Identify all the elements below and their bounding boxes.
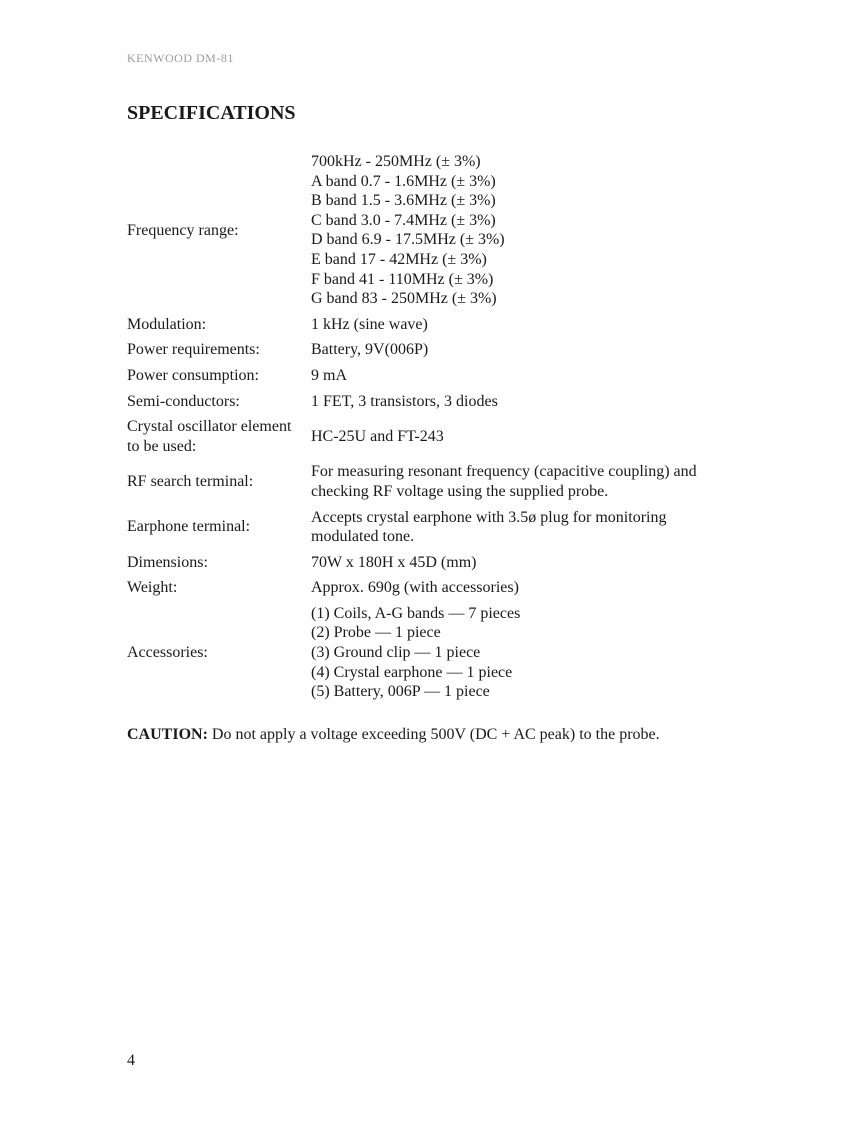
spec-value [311, 149, 767, 312]
spec-row [127, 312, 767, 338]
caution-text: Do not apply a voltage exceeding 500V (DC + AC peak) to the probe. [207, 726, 660, 743]
page-header: KENWOOD DM-81 [127, 51, 234, 65]
spec-value-line: (4) Crystal earphone — 1 piece [311, 663, 513, 681]
spec-value-line: Accepts crystal earphone with 3.5ø plug for monitoring [311, 508, 667, 526]
spec-label: Dimensions: [127, 553, 208, 571]
spec-value-line: (2) Probe — 1 piece [311, 624, 441, 642]
spec-row [127, 459, 767, 504]
spec-value-line: HC-25U and FT-243 [311, 427, 444, 445]
spec-value [311, 505, 767, 550]
spec-value-line: (3) Ground clip — 1 piece [311, 644, 481, 662]
spec-value-line: checking RF voltage using the supplied probe. [311, 482, 609, 500]
spec-label: Modulation: [127, 315, 207, 333]
spec-row [127, 149, 767, 312]
spec-label: RF search terminal: [127, 473, 254, 491]
spec-row [127, 337, 767, 363]
spec-row [127, 550, 767, 576]
spec-value-line: Approx. 690g (with accessories) [311, 579, 519, 597]
spec-row [127, 389, 767, 415]
spec-value-line: A band 0.7 - 1.6MHz (± 3%) [311, 172, 496, 190]
specifications-table [127, 149, 767, 705]
spec-value [311, 312, 767, 338]
page-number: 4 [127, 1052, 135, 1069]
spec-value-line: D band 6.9 - 17.5MHz (± 3%) [311, 231, 505, 249]
spec-value [311, 363, 767, 389]
spec-label-line: Crystal oscillator element [127, 418, 292, 436]
spec-value [311, 601, 767, 705]
spec-value-line: G band 83 - 250MHz (± 3%) [311, 290, 497, 308]
spec-label-line: to be used: [127, 437, 197, 455]
spec-value [311, 575, 767, 601]
spec-row [127, 601, 767, 705]
spec-value-line: E band 17 - 42MHz (± 3%) [311, 250, 487, 268]
spec-value-line: 1 FET, 3 transistors, 3 diodes [311, 392, 498, 410]
spec-label: Power consumption: [127, 366, 259, 384]
spec-value-line: (1) Coils, A-G bands — 7 pieces [311, 604, 521, 622]
page-title: SPECIFICATIONS [127, 102, 296, 124]
spec-label: Earphone terminal: [127, 518, 251, 536]
spec-value [311, 389, 767, 415]
spec-label: Semi-conductors: [127, 392, 240, 410]
spec-value [311, 459, 767, 504]
spec-row [127, 363, 767, 389]
caution-label: CAUTION: [127, 726, 208, 743]
spec-label: Weight: [127, 579, 178, 597]
spec-label: Power requirements: [127, 341, 260, 359]
spec-value-line: modulated tone. [311, 528, 415, 546]
spec-value-line: 9 mA [311, 366, 347, 384]
spec-value [311, 414, 767, 459]
spec-value-line: 70W x 180H x 45D (mm) [311, 553, 477, 571]
spec-row [127, 414, 767, 459]
caution-note [127, 726, 660, 744]
spec-label: Accessories: [127, 644, 208, 662]
spec-label: Frequency range: [127, 221, 239, 239]
spec-value-line: F band 41 - 110MHz (± 3%) [311, 270, 494, 288]
spec-value-line: For measuring resonant frequency (capacitive coupling) and [311, 463, 697, 481]
spec-value [311, 337, 767, 363]
spec-value-line: B band 1.5 - 3.6MHz (± 3%) [311, 192, 496, 210]
spec-value-line: C band 3.0 - 7.4MHz (± 3%) [311, 211, 496, 229]
spec-value-line: 700kHz - 250MHz (± 3%) [311, 153, 481, 170]
spec-value-line: Battery, 9V(006P) [311, 341, 429, 359]
spec-value-line: (5) Battery, 006P — 1 piece [311, 683, 490, 701]
spec-row [127, 505, 767, 550]
spec-value [311, 550, 767, 576]
spec-row [127, 575, 767, 601]
spec-label [127, 414, 311, 459]
spec-value-line: 1 kHz (sine wave) [311, 315, 428, 333]
